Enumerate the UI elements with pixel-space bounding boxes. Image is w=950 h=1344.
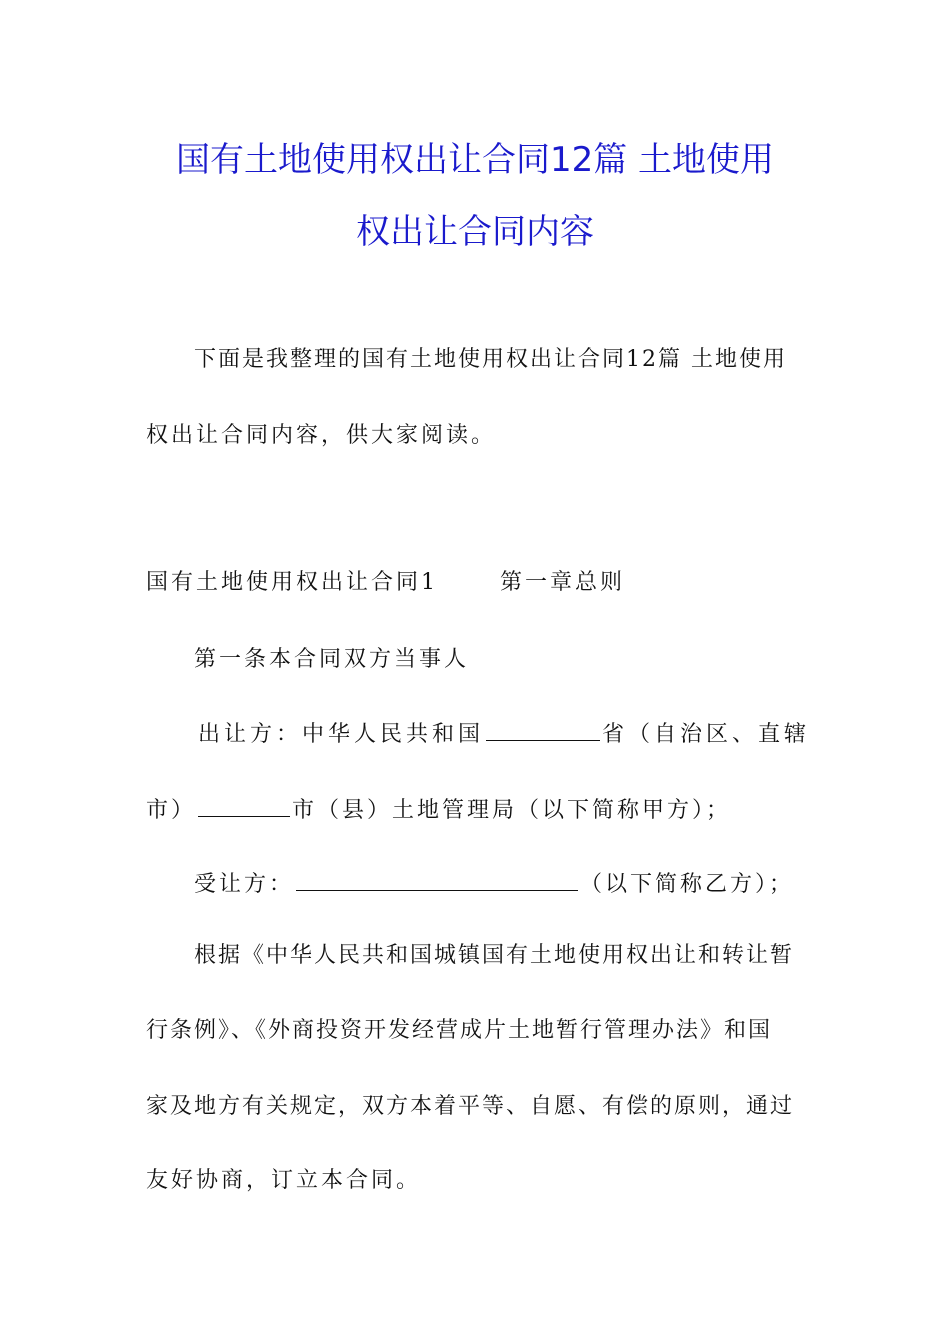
chapter-heading: 第一章总则 [500, 570, 626, 595]
grantee-suffix: （以下简称乙方）； [580, 872, 795, 897]
grantor-line-1 [198, 718, 810, 750]
grantor-line2-suffix: 市（县）土地管理局（以下简称甲方）； [292, 798, 732, 823]
city-blank-field[interactable] [198, 794, 290, 817]
article1-heading: 第一条本合同双方当事人 [194, 647, 470, 672]
basis-line-3: 家及地方有关规定，双方本着平等、自愿、有偿的原则，通过 [146, 1094, 795, 1119]
grantee-line [194, 868, 794, 900]
section-heading: 国有土地使用权出让合同1 [146, 570, 438, 595]
grantor-line2-prefix: 市） [146, 798, 197, 823]
intro-line-2: 权出让合同内容，供大家阅读。 [146, 423, 497, 448]
grantor-prefix: 出让方：中华人民共和国 [198, 722, 485, 747]
document-title-line-1: 国有土地使用权出让合同12篇 土地使用 [175, 140, 775, 180]
intro-line-1: 下面是我整理的国有土地使用权出让合同12篇 土地使用 [194, 347, 787, 372]
grantor-line-2 [146, 794, 731, 826]
grantor-suffix: 省（自治区、直辖 [602, 722, 811, 747]
grantee-prefix: 受让方： [194, 872, 295, 897]
basis-line-4: 友好协商，订立本合同。 [146, 1168, 422, 1193]
basis-line-1: 根据《中华人民共和国城镇国有土地使用权出让和转让暂 [194, 943, 795, 968]
document-title-line-2: 权出让合同内容 [356, 212, 594, 252]
province-blank-field[interactable] [486, 718, 600, 741]
section-heading-line [146, 568, 625, 598]
grantee-blank-field[interactable] [296, 868, 578, 891]
basis-line-2: 行条例》、《外商投资开发经营成片土地暂行管理办法》和国 [146, 1018, 773, 1043]
